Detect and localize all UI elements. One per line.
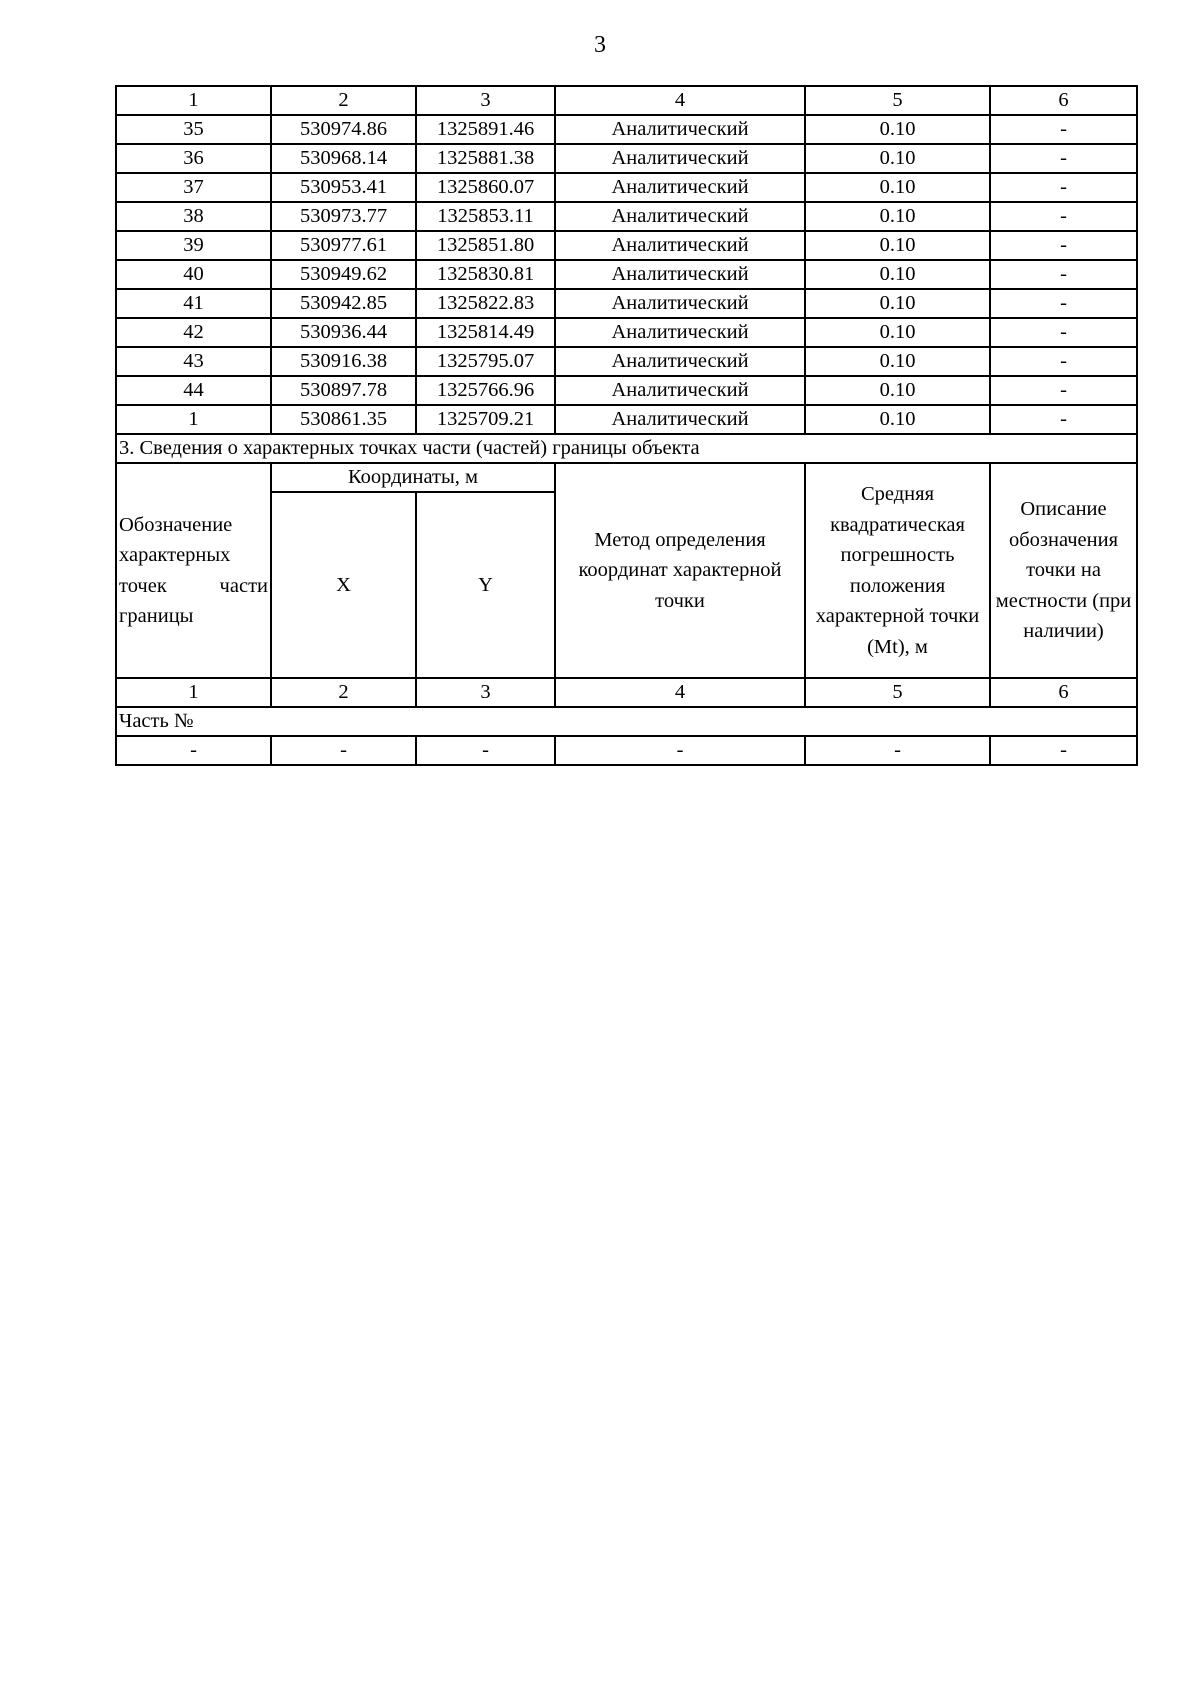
- x-coordinate-cell: 530977.61: [271, 231, 416, 260]
- y-coordinate-cell: 1325814.49: [416, 318, 555, 347]
- mt-cell: 0.10: [805, 318, 990, 347]
- part-points-section: [116, 434, 1137, 765]
- mt-cell: 0.10: [805, 289, 990, 318]
- column-number: 5: [805, 86, 990, 115]
- empty-cell: -: [116, 736, 271, 765]
- x-coordinate-cell: 530897.78: [271, 376, 416, 405]
- y-coordinate-cell: 1325891.46: [416, 115, 555, 144]
- x-coordinate-cell: 530861.35: [271, 405, 416, 434]
- x-coordinate-cell: 530968.14: [271, 144, 416, 173]
- method-cell: Аналитический: [555, 231, 805, 260]
- mt-header: Средняя квадратическая погрешность положения характерной точки (Mt), м: [805, 463, 990, 678]
- point-cell: 38: [116, 202, 271, 231]
- point-cell: 39: [116, 231, 271, 260]
- mt-cell: 0.10: [805, 347, 990, 376]
- method-cell: Аналитический: [555, 347, 805, 376]
- y-coordinate-cell: 1325881.38: [416, 144, 555, 173]
- coordinates-header: Координаты, м: [271, 463, 555, 492]
- mt-cell: 0.10: [805, 260, 990, 289]
- part-label-row: [116, 707, 1137, 736]
- method-cell: Аналитический: [555, 202, 805, 231]
- empty-cell: -: [555, 736, 805, 765]
- y-coordinate-cell: 1325795.07: [416, 347, 555, 376]
- column-number: 6: [990, 86, 1137, 115]
- method-cell: Аналитический: [555, 376, 805, 405]
- table-row: [116, 405, 1137, 434]
- column-number: 3: [416, 678, 555, 707]
- method-cell: Аналитический: [555, 173, 805, 202]
- method-header: Метод определения координат характерной точки: [555, 463, 805, 678]
- description-cell: -: [990, 260, 1137, 289]
- column-number: 4: [555, 86, 805, 115]
- table-row: [116, 260, 1137, 289]
- empty-cell: -: [990, 736, 1137, 765]
- method-cell: Аналитический: [555, 289, 805, 318]
- table-row: [116, 173, 1137, 202]
- section-title: 3. Сведения о характерных точках части (частей) границы объекта: [116, 434, 1137, 463]
- table-row: [116, 318, 1137, 347]
- description-cell: -: [990, 376, 1137, 405]
- y-coordinate-cell: 1325860.07: [416, 173, 555, 202]
- header-row: [116, 463, 1137, 492]
- column-number: 6: [990, 678, 1137, 707]
- point-cell: 42: [116, 318, 271, 347]
- x-header: X: [271, 492, 416, 678]
- x-coordinate-cell: 530949.62: [271, 260, 416, 289]
- part-label: Часть №: [116, 707, 1137, 736]
- empty-cell: -: [805, 736, 990, 765]
- mt-cell: 0.10: [805, 144, 990, 173]
- description-cell: -: [990, 405, 1137, 434]
- point-cell: 44: [116, 376, 271, 405]
- x-coordinate-cell: 530942.85: [271, 289, 416, 318]
- column-number-row: [116, 678, 1137, 707]
- empty-cell: -: [271, 736, 416, 765]
- point-cell: 41: [116, 289, 271, 318]
- y-coordinate-cell: 1325766.96: [416, 376, 555, 405]
- x-coordinate-cell: 530916.38: [271, 347, 416, 376]
- empty-part-row: [116, 736, 1137, 765]
- table-row: [116, 202, 1137, 231]
- method-cell: Аналитический: [555, 260, 805, 289]
- column-number: 3: [416, 86, 555, 115]
- table-row: [116, 289, 1137, 318]
- point-cell: 36: [116, 144, 271, 173]
- description-cell: -: [990, 347, 1137, 376]
- column-number: 2: [271, 678, 416, 707]
- point-cell: 35: [116, 115, 271, 144]
- point-cell: 37: [116, 173, 271, 202]
- page-number: 3: [594, 32, 606, 58]
- x-coordinate-cell: 530936.44: [271, 318, 416, 347]
- empty-cell: -: [416, 736, 555, 765]
- mt-cell: 0.10: [805, 231, 990, 260]
- mt-cell: 0.10: [805, 202, 990, 231]
- y-coordinate-cell: 1325822.83: [416, 289, 555, 318]
- description-cell: -: [990, 115, 1137, 144]
- y-coordinate-cell: 1325830.81: [416, 260, 555, 289]
- table-row: [116, 231, 1137, 260]
- y-coordinate-cell: 1325853.11: [416, 202, 555, 231]
- x-coordinate-cell: 530974.86: [271, 115, 416, 144]
- method-cell: Аналитический: [555, 405, 805, 434]
- table-row: [116, 115, 1137, 144]
- y-coordinate-cell: 1325709.21: [416, 405, 555, 434]
- description-cell: -: [990, 202, 1137, 231]
- column-number-row: [116, 86, 1137, 115]
- column-number: 4: [555, 678, 805, 707]
- description-cell: -: [990, 173, 1137, 202]
- description-header: Описание обозначения точки на местности (при наличии): [990, 463, 1137, 678]
- mt-cell: 0.10: [805, 173, 990, 202]
- description-cell: -: [990, 231, 1137, 260]
- table-row: [116, 376, 1137, 405]
- description-cell: -: [990, 289, 1137, 318]
- mt-cell: 0.10: [805, 376, 990, 405]
- y-header: Y: [416, 492, 555, 678]
- description-cell: -: [990, 318, 1137, 347]
- column-number: 1: [116, 678, 271, 707]
- table-row: [116, 347, 1137, 376]
- mt-cell: 0.10: [805, 405, 990, 434]
- method-cell: Аналитический: [555, 318, 805, 347]
- column-number: 2: [271, 86, 416, 115]
- column-number: 5: [805, 678, 990, 707]
- method-cell: Аналитический: [555, 115, 805, 144]
- section-title-row: [116, 434, 1137, 463]
- boundary-points-section: [116, 86, 1137, 434]
- description-cell: -: [990, 144, 1137, 173]
- point-cell: 1: [116, 405, 271, 434]
- x-coordinate-cell: 530953.41: [271, 173, 416, 202]
- method-cell: Аналитический: [555, 144, 805, 173]
- column-number: 1: [116, 86, 271, 115]
- table-row: [116, 144, 1137, 173]
- coordinates-table: [115, 85, 1138, 766]
- point-cell: 40: [116, 260, 271, 289]
- designation-header: Обозначение характерных точек части границы: [116, 463, 271, 678]
- point-cell: 43: [116, 347, 271, 376]
- y-coordinate-cell: 1325851.80: [416, 231, 555, 260]
- mt-cell: 0.10: [805, 115, 990, 144]
- x-coordinate-cell: 530973.77: [271, 202, 416, 231]
